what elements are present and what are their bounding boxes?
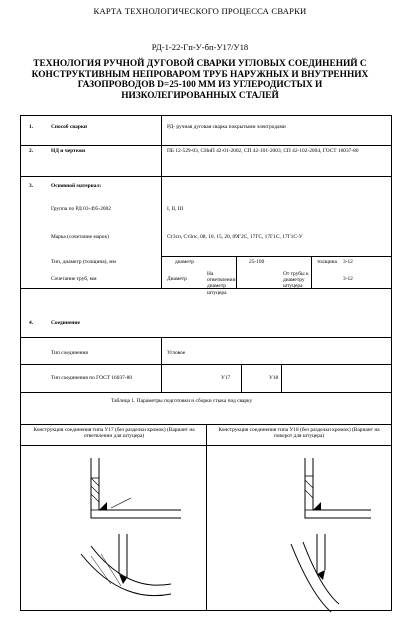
u17-joint-drawing-top bbox=[71, 458, 181, 538]
row-10-label: Тип соединения по ГОСТ 16037-80 bbox=[51, 375, 133, 381]
u18-joint-drawing-top bbox=[261, 458, 371, 538]
row-9-label: Тип соединения bbox=[51, 350, 88, 356]
table-1-left-heading: Конструкция соединения типа У17 (без разделки кромок) (Вариант на ответвлении для штуцера) bbox=[33, 427, 195, 440]
row-3-label: Основной материал: bbox=[51, 183, 102, 189]
row-6-thickness-label: толщина bbox=[317, 259, 337, 265]
row-8-label: Соединение bbox=[51, 320, 80, 326]
u18-joint-drawing-bottom bbox=[261, 534, 371, 614]
row-10-value-2: У18 bbox=[269, 375, 279, 381]
row-4-label: Группа по РД 03-495-2002 bbox=[51, 206, 111, 212]
row-5-label: Марка (сочетание марок) bbox=[51, 234, 109, 240]
doc-code: РД-1-22-Гп-У-бп-У17/У18 bbox=[151, 42, 249, 52]
row-2-value: ПБ 12-529-03, СНиП 42-01-2002, СП 42-101-2003, СП 42-102-2004, ГОСТ 16037-80 bbox=[167, 148, 359, 154]
row-4-value: I, II, III bbox=[167, 206, 184, 212]
row-7-label: Сочетание труб, мм bbox=[51, 276, 97, 282]
table-1-right-heading: Конструкция соединения типа У18 (без разделки кромок) (Вариант на поворот для штуцера) bbox=[218, 427, 380, 440]
technology-title: ТЕХНОЛОГИЯ РУЧНОЙ ДУГОВОЙ СВАРКИ УГЛОВЫХ СОЕДИНЕНИЙ С КОНСТРУКТИВНЫМ НЕПРОВАРОМ ТРУБ НАРУЖНЫХ И ВНУТРЕННИХ ГАЗОПРОВОДОВ D=25-100 ММ ИЗ УГЛЕРОДИСТЫХ И НИЗКОЛЕГИРОВАННЫХ СТАЛЕЙ bbox=[31, 59, 369, 101]
row-6-label: Тип, диаметр (толщина), мм bbox=[51, 259, 116, 265]
table-1-caption: Таблица 1. Параметры подготовки и сборки стыка под сварку bbox=[111, 398, 253, 404]
row-1-value: РД- ручная дуговая сварка покрытыми электродами bbox=[167, 124, 286, 130]
process-card-table bbox=[20, 115, 392, 611]
row-6-diameter-label: диаметр bbox=[175, 259, 194, 265]
row-3-number: 3. bbox=[29, 183, 34, 189]
row-7-col3: От трубы к диаметру штуцера bbox=[283, 271, 309, 290]
row-1-number: 1. bbox=[29, 124, 34, 130]
row-5-value: Ст3сп, Ст3пс, 08, 10, 15, 20, 09Г2С, 17ГС, 17Г1С, 17Г1С-У bbox=[167, 234, 303, 240]
row-6-thickness-value: 3-12 bbox=[343, 259, 353, 265]
row-7-col1: Диаметр bbox=[167, 276, 187, 282]
row-9-value: Угловое bbox=[167, 350, 186, 356]
card-title: КАРТА ТЕХНОЛОГИЧЕСКОГО ПРОЦЕССА СВАРКИ bbox=[93, 6, 307, 16]
row-8-number: 4. bbox=[29, 320, 34, 326]
row-1-label: Способ сварки bbox=[51, 124, 88, 130]
row-2-label: НД и чертежи bbox=[51, 148, 86, 154]
row-7-col2: На ответвлении диаметр штуцера bbox=[207, 271, 236, 296]
row-6-diameter-value: 25-100 bbox=[249, 259, 265, 265]
row-7-col4: 3-12 bbox=[343, 276, 353, 282]
u17-joint-drawing-bottom bbox=[71, 534, 181, 614]
row-10-value-1: У17 bbox=[221, 375, 231, 381]
row-2-number: 2. bbox=[29, 148, 34, 154]
